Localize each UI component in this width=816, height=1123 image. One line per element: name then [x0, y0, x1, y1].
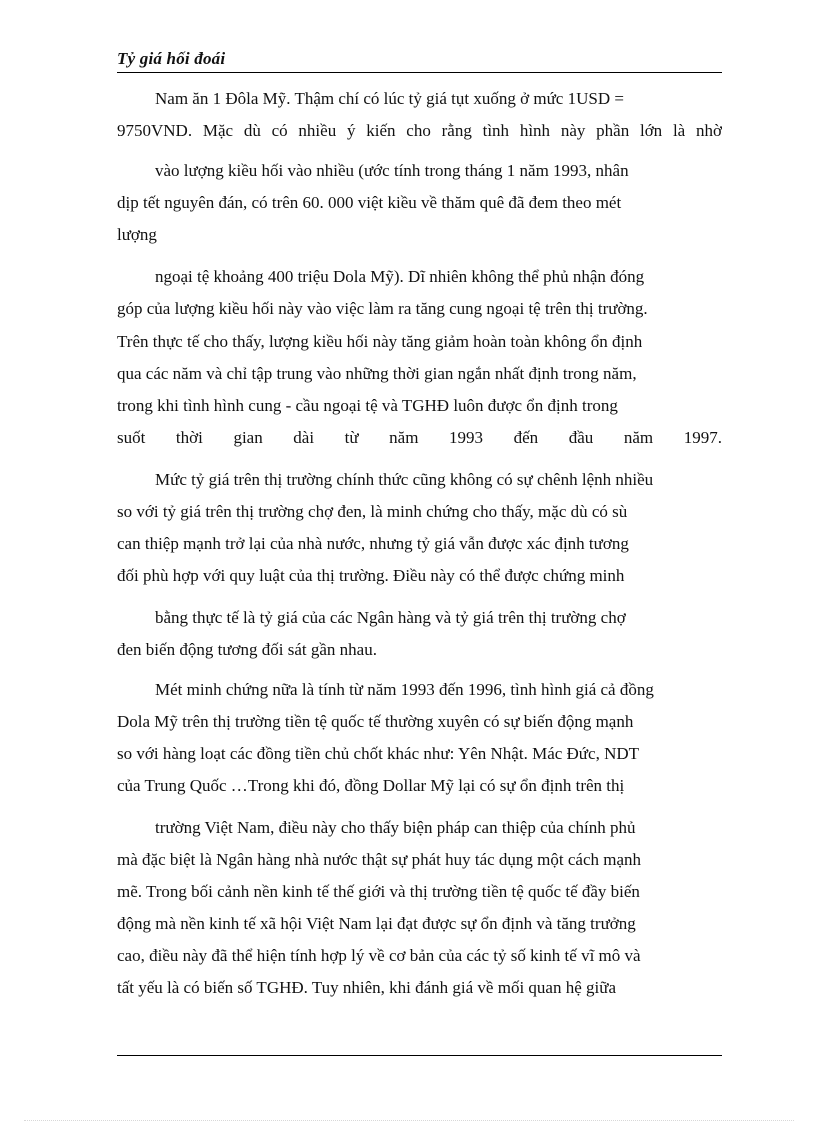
text-line: vào lượng kiều hối vào nhiều (ước tính trong tháng 1 năm 1993, nhân [155, 161, 629, 180]
text-line: so với hàng loạt các đồng tiền chủ chốt khác như: Yên Nhật. Mác Đức, NDT [117, 744, 640, 763]
text-line: bằng thực tế là tỷ giá của các Ngân hàng và tỷ giá trên thị trường chợ [155, 608, 626, 627]
text-line: so với tỷ giá trên thị trường chợ đen, là minh chứng cho thấy, mặc dù có sù [117, 502, 628, 521]
text-line: cao, điều này đã thể hiện tính hợp lý về cơ bản của các tỷ số kinh tế vĩ mô và [117, 946, 641, 965]
text-line: động mà nền kinh tế xã hội Việt Nam lại đạt được sự ổn định và tăng trưởng [117, 914, 636, 933]
page-header [117, 48, 722, 73]
text-line: trong khi tình hình cung - cầu ngoại tệ và TGHĐ luôn được ổn định trong [117, 396, 618, 415]
text-line: can thiệp mạnh trở lại của nhà nước, nhưng tỷ giá vẫn được xác định tương [117, 534, 629, 553]
text-line: suốt thời gian dài từ năm 1993 đến đầu năm 1997. [117, 428, 722, 447]
text-line: dịp tết nguyên đán, có trên 60. 000 việt kiều về thăm quê đã đem theo mét [117, 193, 622, 212]
text-line: đen biến động tương đối sát gần nhau. [117, 640, 377, 659]
text-line: mà đặc biệt là Ngân hàng nhà nước thật sự phát huy tác dụng một cách mạnh [117, 850, 642, 869]
text-line: Nam ăn 1 Đôla Mỹ. Thậm chí có lúc tỷ giá tụt xuống ở mức 1USD = [155, 89, 624, 108]
text-line: Dola Mỹ trên thị trường tiền tệ quốc tế thường xuyên có sự biến động mạnh [117, 712, 634, 731]
text-line: góp của lượng kiều hối này vào việc làm ra tăng cung ngoại tệ trên thị trường. [117, 299, 648, 318]
text-line: đối phù hợp với quy luật của thị trường. Điều này có thể được chứng minh [117, 566, 625, 585]
text-line: mẽ. Trong bối cảnh nền kinh tế thế giới và thị trường tiền tệ quốc tế đầy biến [117, 882, 640, 901]
text-line: Mét minh chứng nữa là tính từ năm 1993 đến 1996, tình hình giá cả đồng [155, 680, 654, 699]
page-edge-divider [24, 1120, 794, 1121]
text-line: 9750VND. Mặc dù có nhiều ý kiến cho rằng tình hình này phần lớn là nhờ [117, 121, 722, 140]
text-line: tất yếu là có biến số TGHĐ. Tuy nhiên, khi đánh giá về mối quan hệ giữa [117, 978, 616, 997]
header-title: Tỷ giá hối đoái [117, 49, 226, 68]
text-line: lượng [117, 225, 157, 244]
footer-divider [117, 1055, 722, 1056]
text-line: ngoại tệ khoảng 400 triệu Dola Mỹ). Dĩ nhiên không thể phủ nhận đóng [155, 267, 645, 286]
text-line: của Trung Quốc …Trong khi đó, đồng Dollar Mỹ lại có sự ổn định trên thị [117, 776, 625, 795]
text-line: Trên thực tế cho thấy, lượng kiều hối này tăng giảm hoàn toàn không ổn định [117, 332, 643, 351]
text-line: Mức tỷ giá trên thị trường chính thức cũng không có sự chênh lệnh nhiều [155, 470, 654, 489]
text-line: trường Việt Nam, điều này cho thấy biện pháp can thiệp của chính phủ [155, 818, 636, 837]
text-line: qua các năm và chỉ tập trung vào những thời gian ngắn nhất định trong năm, [117, 364, 637, 383]
